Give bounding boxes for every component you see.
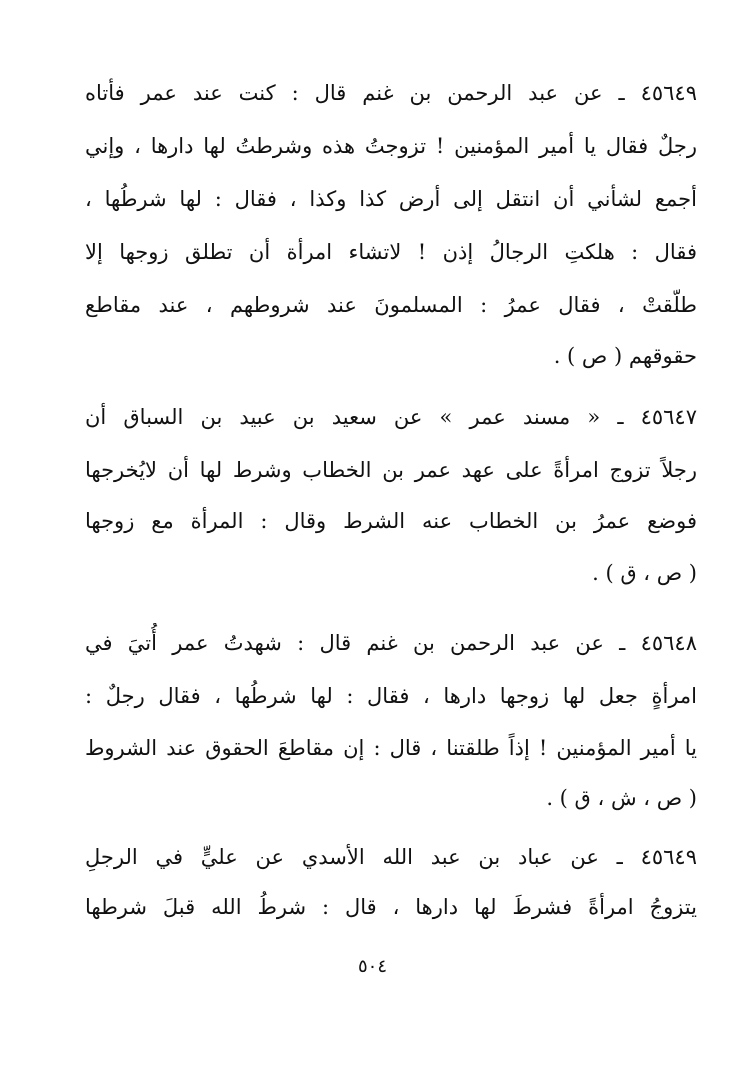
text-line: أجمع لشأني أن انتقل إلى أرض كذا وكذا ، فقال : لها شرطُها ، xyxy=(85,187,697,211)
text-line: ٤٥٦٤٩ ـ عن عباد بن عبد الله الأسدي عن عليٍّ في الرجلِ xyxy=(85,845,697,869)
text-line: رجلٌ فقال يا أمير المؤمنين ! تزوجتُ هذه وشرطتُ لها دارها ، وإني xyxy=(85,134,697,158)
text-line: ٤٥٦٤٨ ـ عن عبد الرحمن بن غنم قال : شهدتُ عمر أُتيَ في xyxy=(85,631,697,655)
text-line: فوضع عمرُ بن الخطاب عنه الشرط وقال : المرأة مع زوجها xyxy=(85,509,697,533)
text-line: طلّقتْ ، فقال عمرُ : المسلمونَ عند شروطهم ، عند مقاطع xyxy=(85,293,697,317)
text-line: يا أمير المؤمنين ! إذاً طلقتنا ، قال : إن مقاطعَ الحقوق عند الشروط xyxy=(85,736,697,760)
hadith-45648 xyxy=(85,623,697,823)
text-line: يتزوجُ امرأةً فشرطَ لها دارها ، قال : شرطُ الله قبلَ شرطها xyxy=(85,895,697,919)
page-number: ٥٠٤ xyxy=(357,956,387,977)
text-line: ( ص ، ش ، ق ) . xyxy=(546,786,697,810)
hadith-45647 xyxy=(85,397,697,597)
hadith-45649 xyxy=(85,73,697,373)
text-line: ٤٥٦٤٧ ـ « مسند عمر » عن سعيد بن عبيد بن السباق أن xyxy=(85,405,697,429)
text-line: فقال : هلكتِ الرجالُ إذن ! لاتشاء امرأة أن تطلق زوجها إلا xyxy=(85,240,697,264)
text-line: ( ص ، ق ) . xyxy=(592,561,697,585)
text-line: امرأةٍ جعل لها زوجها دارها ، فقال : لها شرطُها ، فقال رجلٌ : xyxy=(85,684,697,708)
hadith-45649b xyxy=(85,837,697,937)
text-line: حقوقهم ( ص ) . xyxy=(553,344,697,368)
text-line: ٤٥٦٤٩ ـ عن عبد الرحمن بن غنم قال : كنت عند عمر فأتاه xyxy=(85,81,697,105)
text-line: رجلاً تزوج امرأةً على عهد عمر بن الخطاب وشرط لها أن لايُخرجها xyxy=(85,458,697,482)
